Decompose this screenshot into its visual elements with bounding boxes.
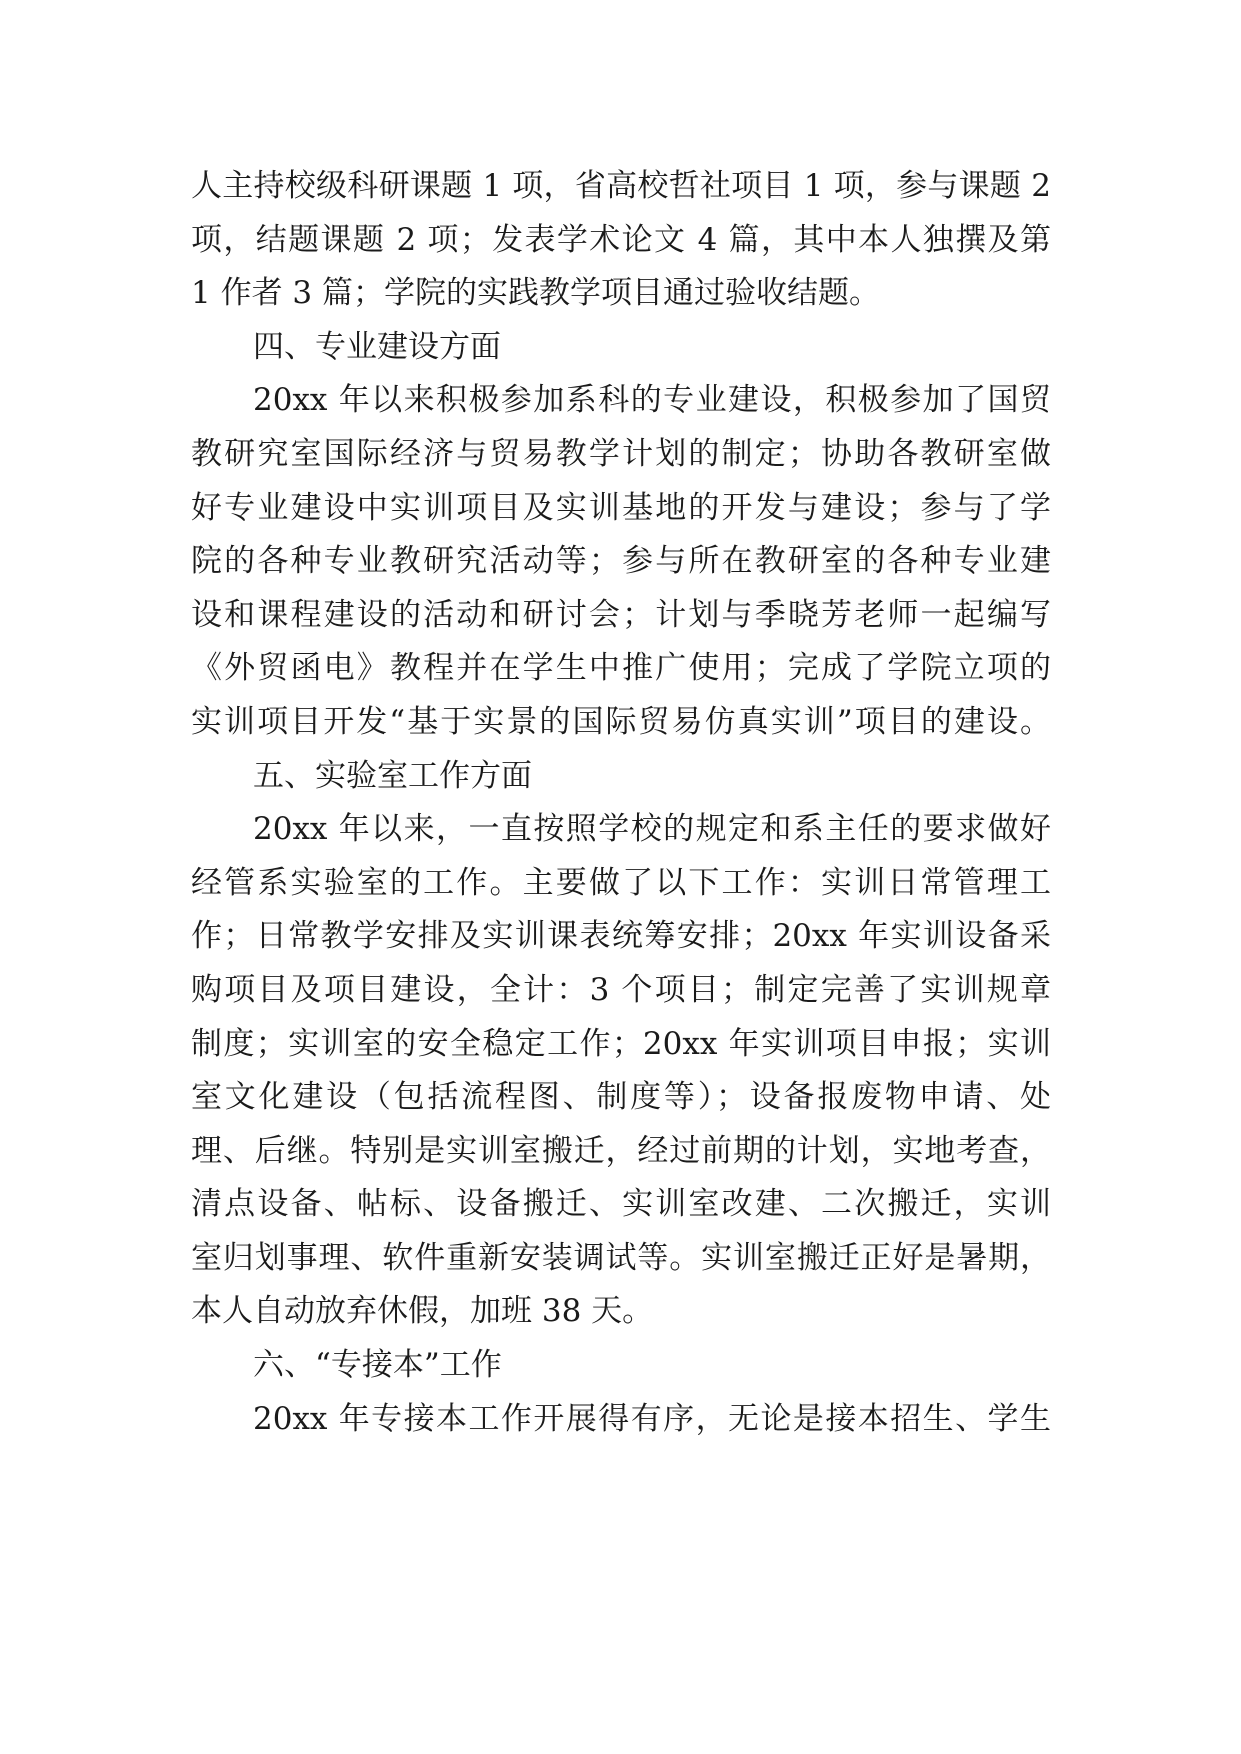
text-line-8: 院的各种专业教研究活动等；参与所在教研室的各种专业建	[191, 543, 1051, 580]
text-line-5: 20xx 年以来积极参加系科的专业建设，积极参加了国贸	[253, 382, 1051, 419]
text-line-13: 20xx 年以来，一直按照学校的规定和系主任的要求做好	[253, 811, 1051, 848]
document-body	[191, 160, 1051, 1446]
text-line-19: 理、后继。特别是实训室搬迁，经过前期的计划，实地考查，	[191, 1132, 1051, 1169]
text-line-7: 好专业建设中实训项目及实训基地的开发与建设；参与了学	[191, 489, 1051, 526]
text-line-24: 20xx 年专接本工作开展得有序，无论是接本招生、学生	[253, 1400, 1051, 1437]
section-heading-4: 四、专业建设方面	[253, 328, 501, 365]
text-line-11: 实训项目开发“基于实景的国际贸易仿真实训”项目的建设。	[191, 703, 1051, 740]
text-line-17: 制度；实训室的安全稳定工作；20xx 年实训项目申报；实训	[191, 1025, 1051, 1062]
text-line-3: 1 作者 3 篇；学院的实践教学项目通过验收结题。	[191, 275, 881, 312]
text-line-1: 人主持校级科研课题 1 项，省高校哲社项目 1 项，参与课题 2	[191, 168, 1051, 204]
text-line-10: 《外贸函电》教程并在学生中推广使用；完成了学院立项的	[191, 650, 1051, 687]
text-line-14: 经管系实验室的工作。主要做了以下工作：实训日常管理工	[191, 864, 1051, 901]
text-line-15: 作；日常教学安排及实训课表统筹安排；20xx 年实训设备采	[191, 918, 1051, 955]
text-line-16: 购项目及项目建设，全计：3 个项目；制定完善了实训规章	[191, 971, 1051, 1008]
text-line-21: 室归划事理、软件重新安装调试等。实训室搬迁正好是暑期，	[191, 1239, 1051, 1276]
text-line-9: 设和课程建设的活动和研讨会；计划与季晓芳老师一起编写	[191, 596, 1051, 633]
text-line-22: 本人自动放弃休假，加班 38 天。	[191, 1293, 654, 1330]
text-line-2: 项，结题课题 2 项；发表学术论文 4 篇，其中本人独撰及第	[191, 221, 1051, 258]
text-line-20: 清点设备、帖标、设备搬迁、实训室改建、二次搬迁，实训	[191, 1186, 1051, 1223]
section-heading-6: 六、“专接本”工作	[253, 1347, 502, 1384]
text-line-6: 教研究室国际经济与贸易教学计划的制定；协助各教研室做	[191, 435, 1051, 472]
section-heading-5: 五、实验室工作方面	[253, 757, 532, 794]
text-line-18: 室文化建设（包括流程图、制度等）；设备报废物申请、处	[191, 1079, 1051, 1116]
